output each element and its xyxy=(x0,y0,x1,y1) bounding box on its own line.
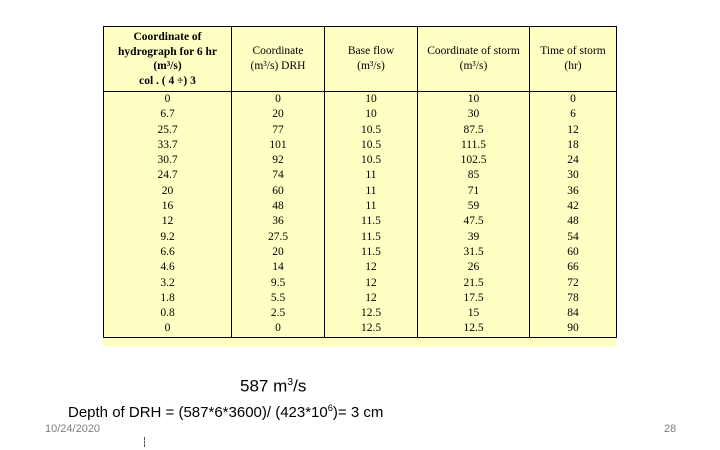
table-cell: 30.7 xyxy=(104,153,232,168)
table-cell: 1.8 xyxy=(104,291,232,306)
table-cell: 90 xyxy=(530,321,617,337)
table-cell: 36 xyxy=(530,184,617,199)
table-cell: 11 xyxy=(325,168,418,183)
table-cell: 10 xyxy=(325,92,418,108)
table-cell: 20 xyxy=(104,184,232,199)
table-cell: 12 xyxy=(530,123,617,138)
depth-suffix: )= 3 cm xyxy=(332,404,384,421)
table-cell: 77 xyxy=(232,123,325,138)
header-col5-line2: (hr) xyxy=(564,60,582,72)
table-cell: 0 xyxy=(232,92,325,108)
hydrograph-table xyxy=(103,26,617,338)
table-row xyxy=(104,123,617,138)
table-cell: 71 xyxy=(418,184,530,199)
table-cell: 3.2 xyxy=(104,276,232,291)
header-base-flow xyxy=(325,27,418,92)
header-col4-line2: (m³/s) xyxy=(459,60,488,72)
table-cell: 30 xyxy=(418,107,530,122)
table-cell: 26 xyxy=(418,260,530,275)
header-drh xyxy=(232,27,325,92)
table-cell: 59 xyxy=(418,199,530,214)
table-cell: 78 xyxy=(530,291,617,306)
table-cell: 12.5 xyxy=(325,306,418,321)
table-cell: 2.5 xyxy=(232,306,325,321)
table-cell: 31.5 xyxy=(418,245,530,260)
table-cell: 4.6 xyxy=(104,260,232,275)
table-cell: 5.5 xyxy=(232,291,325,306)
table-row xyxy=(104,107,617,122)
table-row xyxy=(104,306,617,321)
hydrograph-table-panel xyxy=(103,26,616,347)
table-cell: 47.5 xyxy=(418,214,530,229)
table-cell: 14 xyxy=(232,260,325,275)
table-header-row xyxy=(104,27,617,92)
total-exponent: 3 xyxy=(287,376,294,388)
table-cell: 17.5 xyxy=(418,291,530,306)
table-cell: 0 xyxy=(104,92,232,108)
table-cell: 0 xyxy=(232,321,325,337)
header-col1-line4: col . ( 4 ÷) 3 xyxy=(139,74,196,87)
table-cell: 72 xyxy=(530,276,617,291)
table-cell: 11.5 xyxy=(325,230,418,245)
header-col1-line2: hydrograph for 6 hr xyxy=(118,45,217,58)
table-row xyxy=(104,291,617,306)
table-cell: 102.5 xyxy=(418,153,530,168)
table-cell: 11.5 xyxy=(325,214,418,229)
table-cell: 12.5 xyxy=(418,321,530,337)
footer-page-number: 28 xyxy=(664,423,677,435)
table-cell: 84 xyxy=(530,306,617,321)
table-cell: 92 xyxy=(232,153,325,168)
header-col4-line1: Coordinate of storm xyxy=(427,45,520,57)
table-row xyxy=(104,92,617,108)
table-cell: 11 xyxy=(325,199,418,214)
table-cell: 11.5 xyxy=(325,245,418,260)
table-cell: 10.5 xyxy=(325,153,418,168)
table-cell: 0 xyxy=(104,321,232,337)
table-row xyxy=(104,230,617,245)
table-cell: 48 xyxy=(530,214,617,229)
table-cell: 20 xyxy=(232,107,325,122)
table-cell: 10 xyxy=(325,107,418,122)
table-cell: 39 xyxy=(418,230,530,245)
header-col2-line1: Coordinate xyxy=(252,45,304,57)
table-cell: 24.7 xyxy=(104,168,232,183)
table-cell: 48 xyxy=(232,199,325,214)
header-storm-coordinate xyxy=(418,27,530,92)
table-cell: 25.7 xyxy=(104,123,232,138)
table-cell: 11 xyxy=(325,184,418,199)
header-hydrograph-6hr xyxy=(104,27,232,92)
table-cell: 60 xyxy=(232,184,325,199)
header-col2-line2: (m³/s) DRH xyxy=(250,60,306,72)
table-cell: 87.5 xyxy=(418,123,530,138)
depth-exponent: 6 xyxy=(327,403,333,413)
table-cell: 33.7 xyxy=(104,138,232,153)
header-col1-line3: (m³/s) xyxy=(153,60,182,72)
total-value: 587 m xyxy=(240,376,288,396)
footer-date: 10/24/2020 xyxy=(45,423,101,435)
table-cell: 12 xyxy=(325,291,418,306)
table-cell: 6.6 xyxy=(104,245,232,260)
depth-formula-text xyxy=(68,403,383,421)
header-col5-line1: Time of storm xyxy=(540,45,606,57)
table-cell: 85 xyxy=(418,168,530,183)
table-cell: 10.5 xyxy=(325,123,418,138)
table-cell: 60 xyxy=(530,245,617,260)
header-col3-line2: (m³/s) xyxy=(357,60,385,72)
table-cell: 10 xyxy=(418,92,530,108)
table-cell: 24 xyxy=(530,153,617,168)
header-storm-time xyxy=(530,27,617,92)
header-col3-line1: Base flow xyxy=(347,45,395,57)
table-cell: 10.5 xyxy=(325,138,418,153)
header-col1-line1: Coordinate of xyxy=(133,31,202,43)
table-row xyxy=(104,260,617,275)
table-cell: 0.8 xyxy=(104,306,232,321)
table-cell: 6.7 xyxy=(104,107,232,122)
table-row xyxy=(104,214,617,229)
table-cell: 66 xyxy=(530,260,617,275)
table-cell: 74 xyxy=(232,168,325,183)
table-cell: 12.5 xyxy=(325,321,418,337)
table-cell: 16 xyxy=(104,199,232,214)
table-row xyxy=(104,138,617,153)
text-cursor-mark xyxy=(144,437,147,447)
table-row xyxy=(104,245,617,260)
table-cell: 12 xyxy=(104,214,232,229)
table-cell: 54 xyxy=(530,230,617,245)
table-cell: 111.5 xyxy=(418,138,530,153)
total-unit: /s xyxy=(293,376,307,396)
table-cell: 42 xyxy=(530,199,617,214)
table-cell: 20 xyxy=(232,245,325,260)
table-row xyxy=(104,153,617,168)
total-volume-text xyxy=(240,376,306,397)
table-row xyxy=(104,199,617,214)
table-body xyxy=(104,92,617,338)
table-cell: 18 xyxy=(530,138,617,153)
table-row xyxy=(104,184,617,199)
table-cell: 21.5 xyxy=(418,276,530,291)
table-cell: 27.5 xyxy=(232,230,325,245)
table-cell: 0 xyxy=(530,92,617,108)
depth-prefix: Depth of DRH = (587*6*3600)/ (423*10 xyxy=(68,404,328,421)
table-row xyxy=(104,276,617,291)
table-cell: 12 xyxy=(325,276,418,291)
table-cell: 15 xyxy=(418,306,530,321)
table-cell: 30 xyxy=(530,168,617,183)
table-cell: 12 xyxy=(325,260,418,275)
table-cell: 9.2 xyxy=(104,230,232,245)
table-row xyxy=(104,168,617,183)
table-cell: 9.5 xyxy=(232,276,325,291)
table-cell: 101 xyxy=(232,138,325,153)
table-cell: 6 xyxy=(530,107,617,122)
table-row xyxy=(104,321,617,337)
table-cell: 36 xyxy=(232,214,325,229)
